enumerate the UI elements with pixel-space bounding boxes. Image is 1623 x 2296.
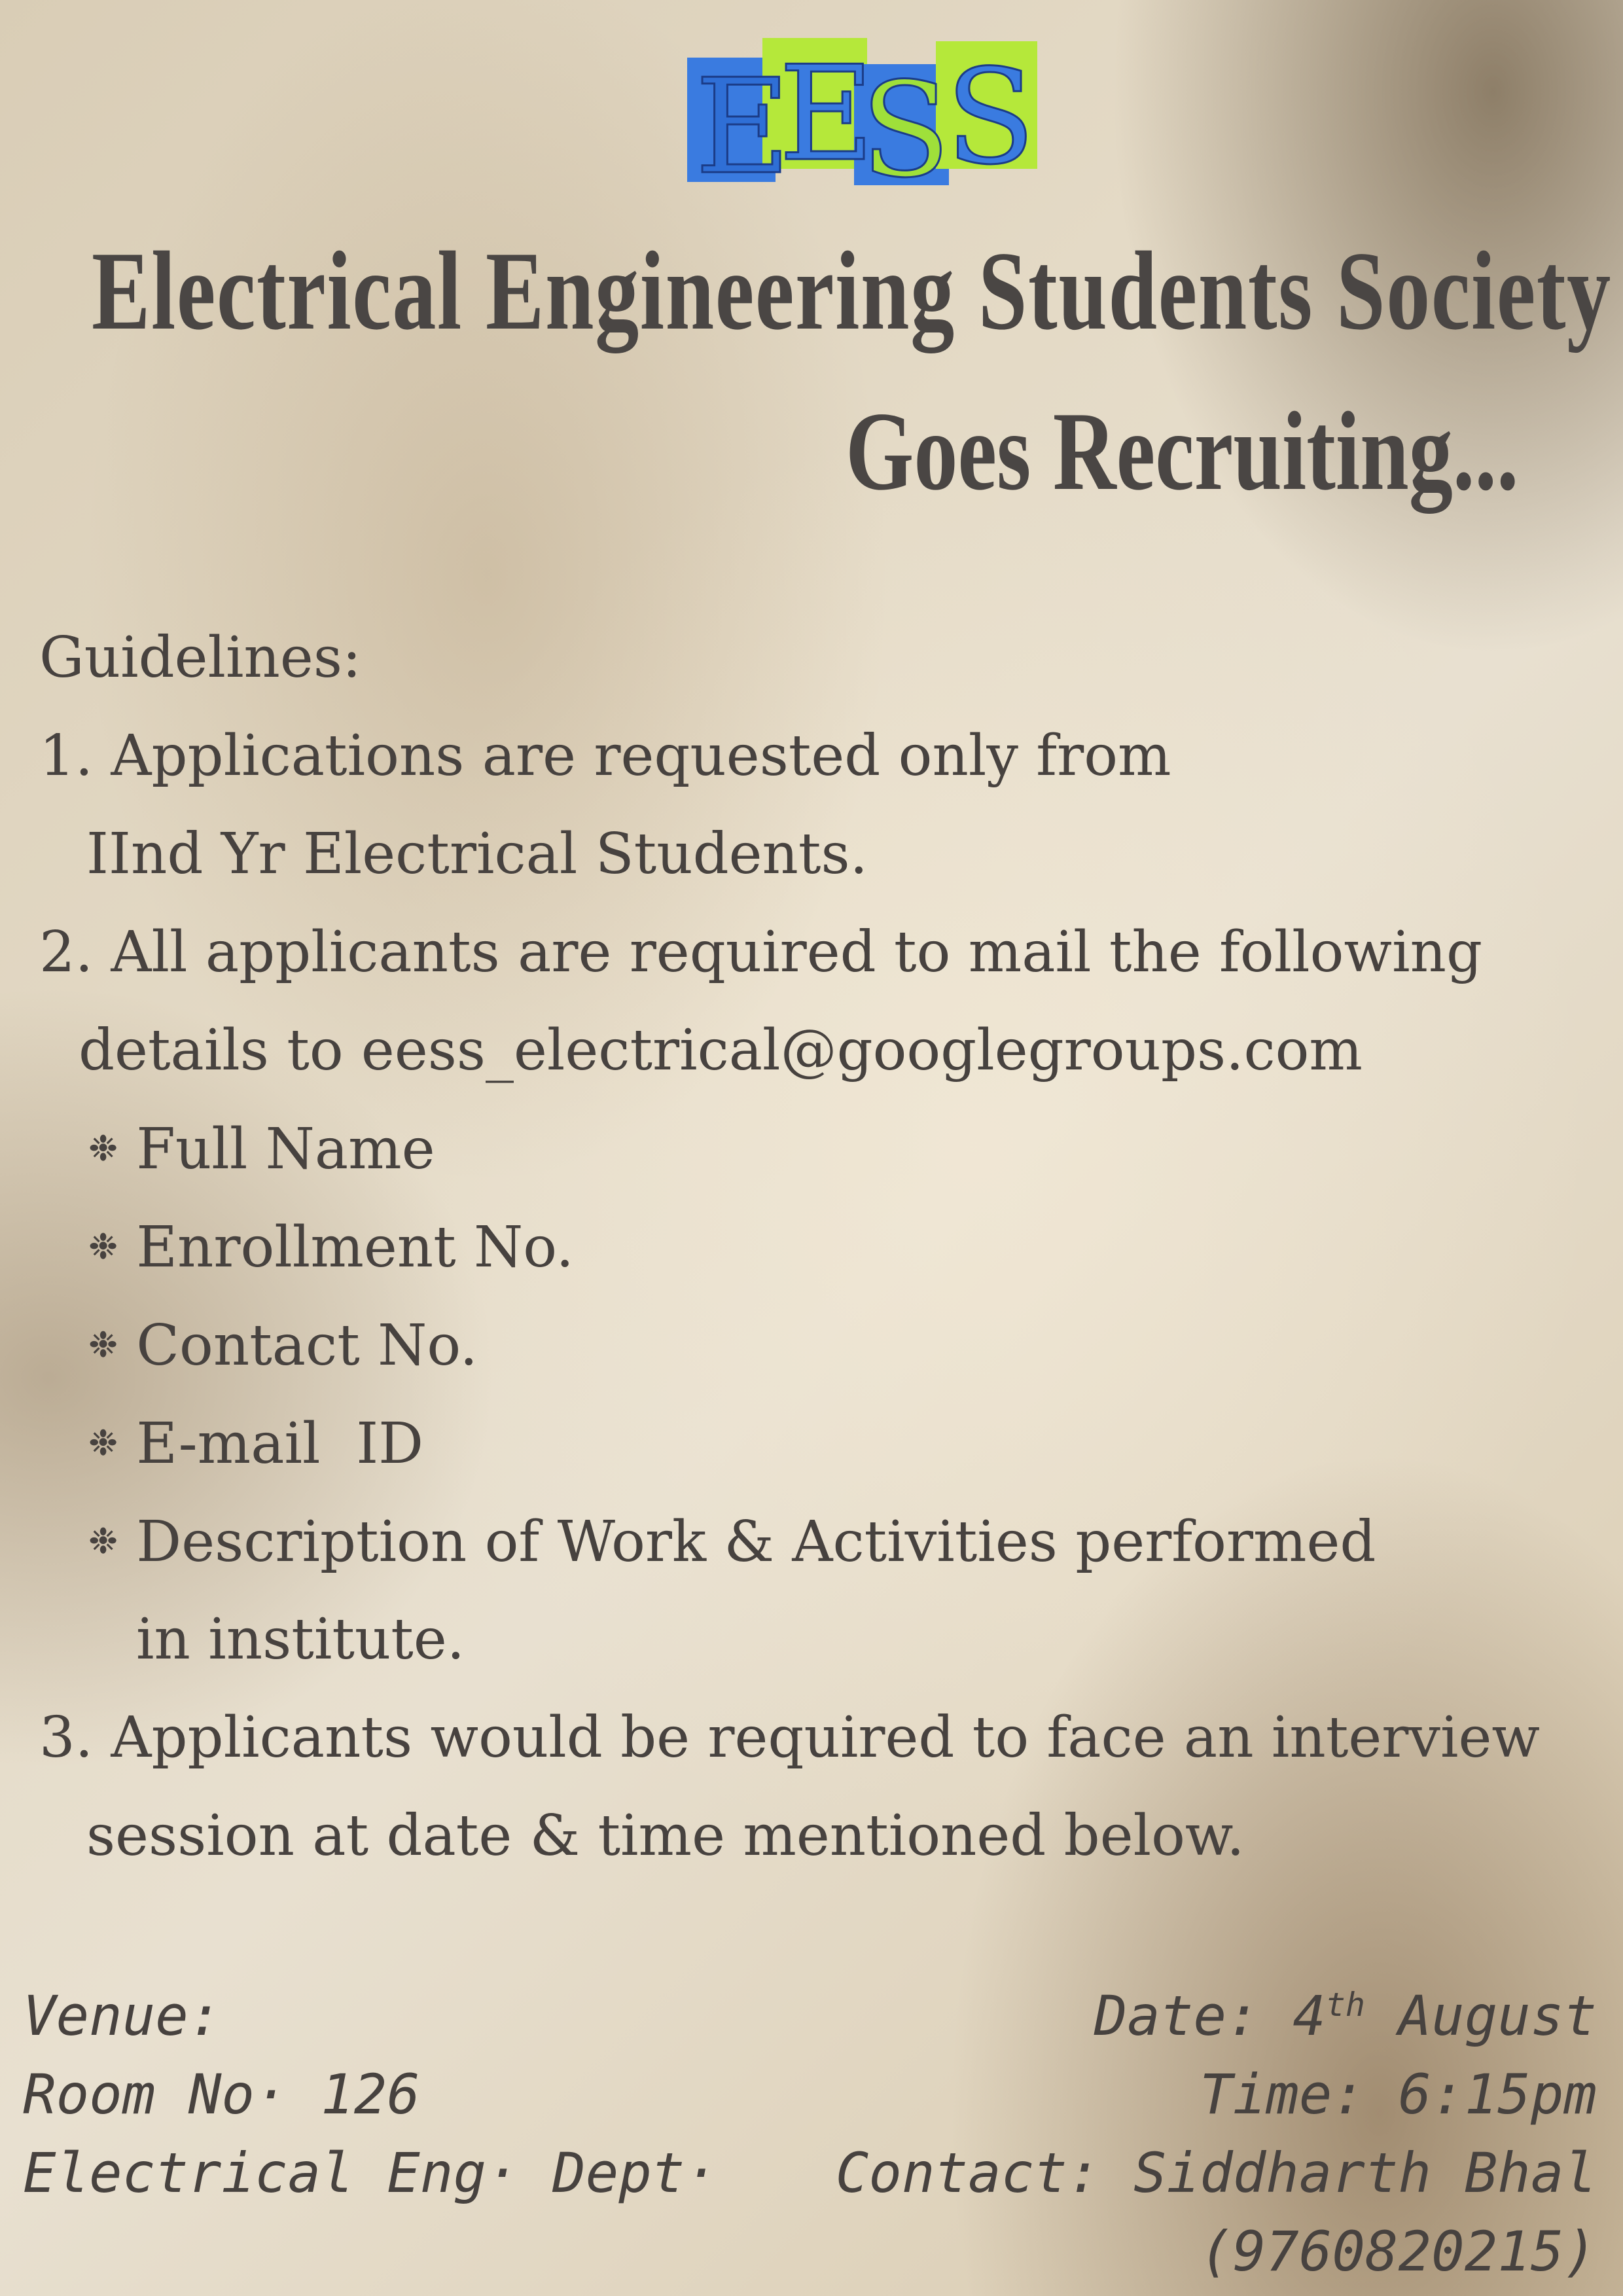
detail-item xyxy=(39,1198,1610,1296)
event-phone: (9760820215) xyxy=(1200,2219,1597,2284)
date-label: Date: xyxy=(1094,1984,1260,2048)
date-month: August xyxy=(1398,1984,1597,2048)
guidelines-section xyxy=(39,609,1610,1885)
detail-item xyxy=(39,1394,1610,1492)
date-day: 4 xyxy=(1293,1984,1326,2048)
event-details-block xyxy=(836,1977,1597,2291)
page-title: Electrical Engineering Students Society xyxy=(92,229,1612,353)
date-suffix: th xyxy=(1325,1986,1365,2024)
guideline-2-line-1: 2. All applicants are required to mail the following xyxy=(39,920,1483,985)
detail-item xyxy=(39,1492,1610,1590)
event-date xyxy=(836,1977,1597,2055)
detail-label: Full Name xyxy=(136,1117,435,1182)
svg-text:S: S xyxy=(946,41,1036,187)
venue-label: Venue: xyxy=(23,1984,222,2048)
bullet-icon: ❉ xyxy=(88,1324,118,1365)
venue-block xyxy=(23,1977,718,2212)
guideline-2-line-2: details to eess_electrical@googlegroups.com xyxy=(79,1018,1363,1083)
svg-text:E: E xyxy=(779,38,874,187)
bullet-icon: ❉ xyxy=(88,1128,118,1169)
detail-label: Enrollment No. xyxy=(136,1215,574,1280)
guideline-3-line-1: 3. Applicants would be required to face an interview xyxy=(39,1705,1540,1770)
detail-label: Contact No. xyxy=(136,1313,478,1378)
svg-text:S: S xyxy=(861,54,951,187)
eess-logo xyxy=(687,38,1041,187)
detail-label: E-mail ID xyxy=(136,1411,424,1477)
detail-label: Description of Work & Activities performed xyxy=(136,1509,1376,1575)
svg-text:E: E xyxy=(695,51,791,187)
bullet-icon: ❉ xyxy=(88,1422,118,1463)
guideline-1-line-2: IInd Yr Electrical Students. xyxy=(86,821,868,887)
venue-room: Room No· 126 xyxy=(23,2062,420,2126)
page-subtitle: Goes Recruiting... xyxy=(845,389,1518,514)
guideline-1-line-1: 1. Applications are requested only from xyxy=(39,723,1171,789)
bullet-icon: ❉ xyxy=(88,1226,118,1267)
event-contact: Contact: Siddharth Bhal xyxy=(835,2141,1597,2205)
detail-continuation: in institute. xyxy=(136,1607,465,1672)
guidelines-heading: Guidelines: xyxy=(39,625,361,691)
detail-item xyxy=(39,1100,1610,1198)
bullet-icon: ❉ xyxy=(88,1520,118,1562)
guideline-3-line-2: session at date & time mentioned below. xyxy=(86,1803,1245,1869)
detail-item xyxy=(39,1296,1610,1394)
event-time: Time: 6:15pm xyxy=(1200,2062,1597,2126)
venue-dept: Electrical Eng· Dept· xyxy=(23,2141,719,2205)
